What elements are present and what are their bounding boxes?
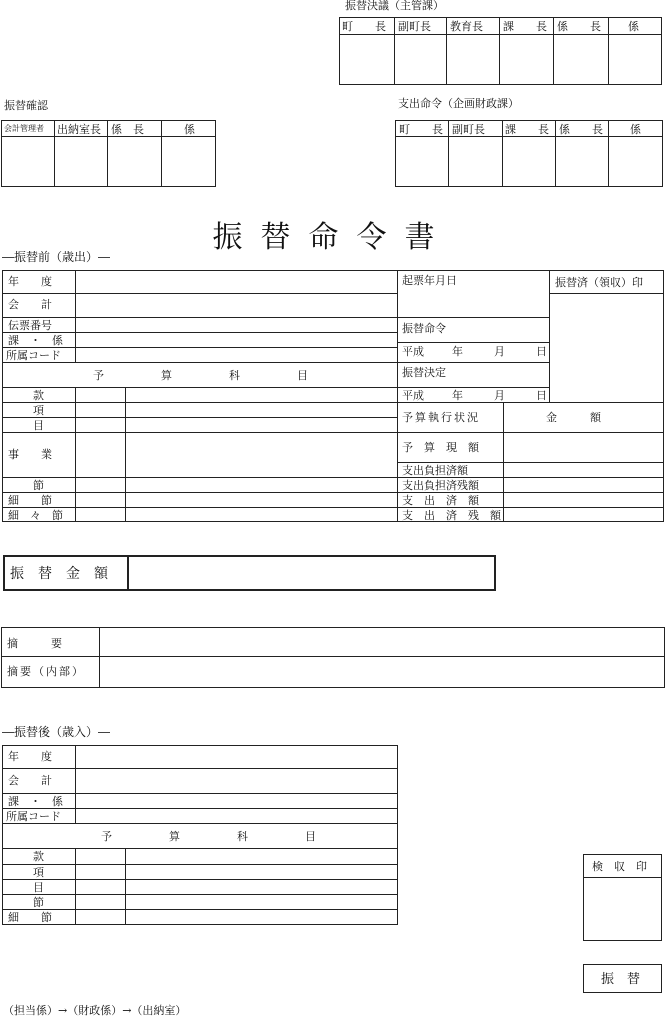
approval-col-deputy: 副町長 — [398, 20, 431, 33]
confirm-col-cashier: 出納室長 — [57, 123, 101, 136]
before-budget-h3: 科 — [229, 369, 240, 382]
transfer-label-box — [583, 964, 662, 993]
before-budget-saisaisetsu: 細 々 節 — [8, 509, 63, 522]
approval-col-mayor: 町 長 — [342, 20, 386, 33]
confirm-col-accounting: 会計管理者 — [4, 124, 44, 133]
after-budget-h3: 科 — [237, 830, 248, 843]
decision-date-day: 日 — [536, 389, 547, 402]
before-row-code: 所属コード — [6, 349, 61, 362]
decision-date-month: 月 — [494, 389, 505, 402]
approval-col-education: 教育長 — [450, 20, 483, 33]
expense-paid-remain-label: 支 出 済 残 額 — [402, 509, 501, 522]
order-date-era: 平成 — [402, 345, 424, 358]
inspection-stamp-label: 検 収 印 — [592, 860, 647, 873]
payorder-box — [395, 120, 663, 187]
transfer-done-stamp-label: 振替済（領収）印 — [555, 276, 643, 289]
before-row-section: 課 ・ 係 — [8, 334, 63, 347]
after-budget-setsu: 節 — [33, 896, 44, 909]
before-row-account: 会 計 — [8, 298, 52, 311]
summary-label: 摘 要 — [7, 637, 62, 650]
payorder-col-deputy: 副町長 — [452, 123, 485, 136]
approval-col-staff: 係 — [628, 20, 639, 33]
decision-date-year: 年 — [452, 389, 463, 402]
payorder-col-staff: 係 — [630, 123, 641, 136]
before-row-voucher: 伝票番号 — [8, 319, 52, 332]
after-row-account: 会 計 — [8, 774, 52, 787]
before-budget-moku: 目 — [33, 419, 44, 432]
execution-status-label: 予算執行状況 — [402, 411, 480, 424]
before-left-table — [2, 270, 398, 522]
before-right-table — [397, 270, 664, 522]
approval-main-box — [339, 17, 662, 85]
transfer-amount-label: 振 替 金 額 — [10, 566, 108, 582]
payorder-col-mayor: 町 長 — [399, 123, 443, 136]
approval-col-section-chief: 課 長 — [503, 20, 547, 33]
summary-internal-label: 摘要（内部） — [7, 665, 85, 678]
expense-paid-label: 支 出 済 額 — [402, 494, 479, 507]
decision-date-era: 平成 — [402, 389, 424, 402]
after-row-code: 所属コード — [6, 810, 61, 823]
summary-table — [1, 627, 665, 688]
after-row-section: 課 ・ 係 — [8, 795, 63, 808]
before-budget-kan: 款 — [33, 389, 44, 402]
after-table — [2, 745, 398, 925]
before-row-year: 年 度 — [8, 275, 52, 288]
after-row-year: 年 度 — [8, 750, 52, 763]
before-budget-setsu: 節 — [33, 479, 44, 492]
routing-flow: （担当係）→（財政係）→（出納室） — [3, 1004, 187, 1017]
after-budget-kou: 項 — [33, 866, 44, 879]
order-date-year: 年 — [452, 345, 463, 358]
after-budget-h4: 目 — [305, 830, 316, 843]
before-budget-h4: 目 — [297, 369, 308, 382]
confirm-title: 振替確認 — [4, 99, 48, 112]
payorder-col-section-chief: 課 長 — [505, 123, 549, 136]
document-title: 振替命令書 — [212, 220, 453, 255]
before-budget-h1: 予 — [93, 369, 104, 382]
after-heading: ―振替後（歳入）― — [2, 725, 111, 739]
order-date-month: 月 — [494, 345, 505, 358]
payorder-col-subsection-chief: 係 長 — [559, 123, 603, 136]
inspection-stamp-box — [583, 854, 662, 941]
approval-col-subsection-chief: 係 長 — [557, 20, 601, 33]
transfer-decision-label: 振替決定 — [402, 366, 446, 379]
transfer-label: 振 替 — [601, 972, 641, 987]
after-budget-h1: 予 — [101, 830, 112, 843]
transfer-amount-field[interactable] — [131, 559, 493, 587]
expense-burden-remain-label: 支出負担済残額 — [402, 479, 479, 492]
before-budget-kou: 項 — [33, 404, 44, 417]
after-budget-moku: 目 — [33, 881, 44, 894]
order-date-day: 日 — [536, 345, 547, 358]
transfer-amount-box — [3, 555, 496, 591]
confirm-box — [1, 120, 216, 187]
confirm-col-staff: 係 — [184, 123, 195, 136]
amount-header: 金 額 — [546, 411, 601, 424]
after-budget-saisetsu: 細 節 — [8, 911, 52, 924]
before-heading: ―振替前（歳出）― — [2, 250, 111, 264]
budget-current-label: 予 算 現 額 — [402, 441, 479, 454]
before-budget-saisetsu: 細 節 — [8, 494, 52, 507]
before-budget-project: 事 業 — [8, 448, 52, 461]
issue-date-label: 起票年月日 — [402, 274, 457, 287]
after-budget-kan: 款 — [33, 850, 44, 863]
confirm-col-chief: 係 長 — [111, 123, 144, 136]
approval-main-title: 振替決議（主管課） — [345, 0, 444, 12]
payorder-title: 支出命令（企画財政課） — [398, 97, 519, 110]
before-budget-h2: 算 — [161, 369, 172, 382]
transfer-order-label: 振替命令 — [402, 322, 446, 335]
after-budget-h2: 算 — [169, 830, 180, 843]
expense-burden-label: 支出負担済額 — [402, 464, 468, 477]
